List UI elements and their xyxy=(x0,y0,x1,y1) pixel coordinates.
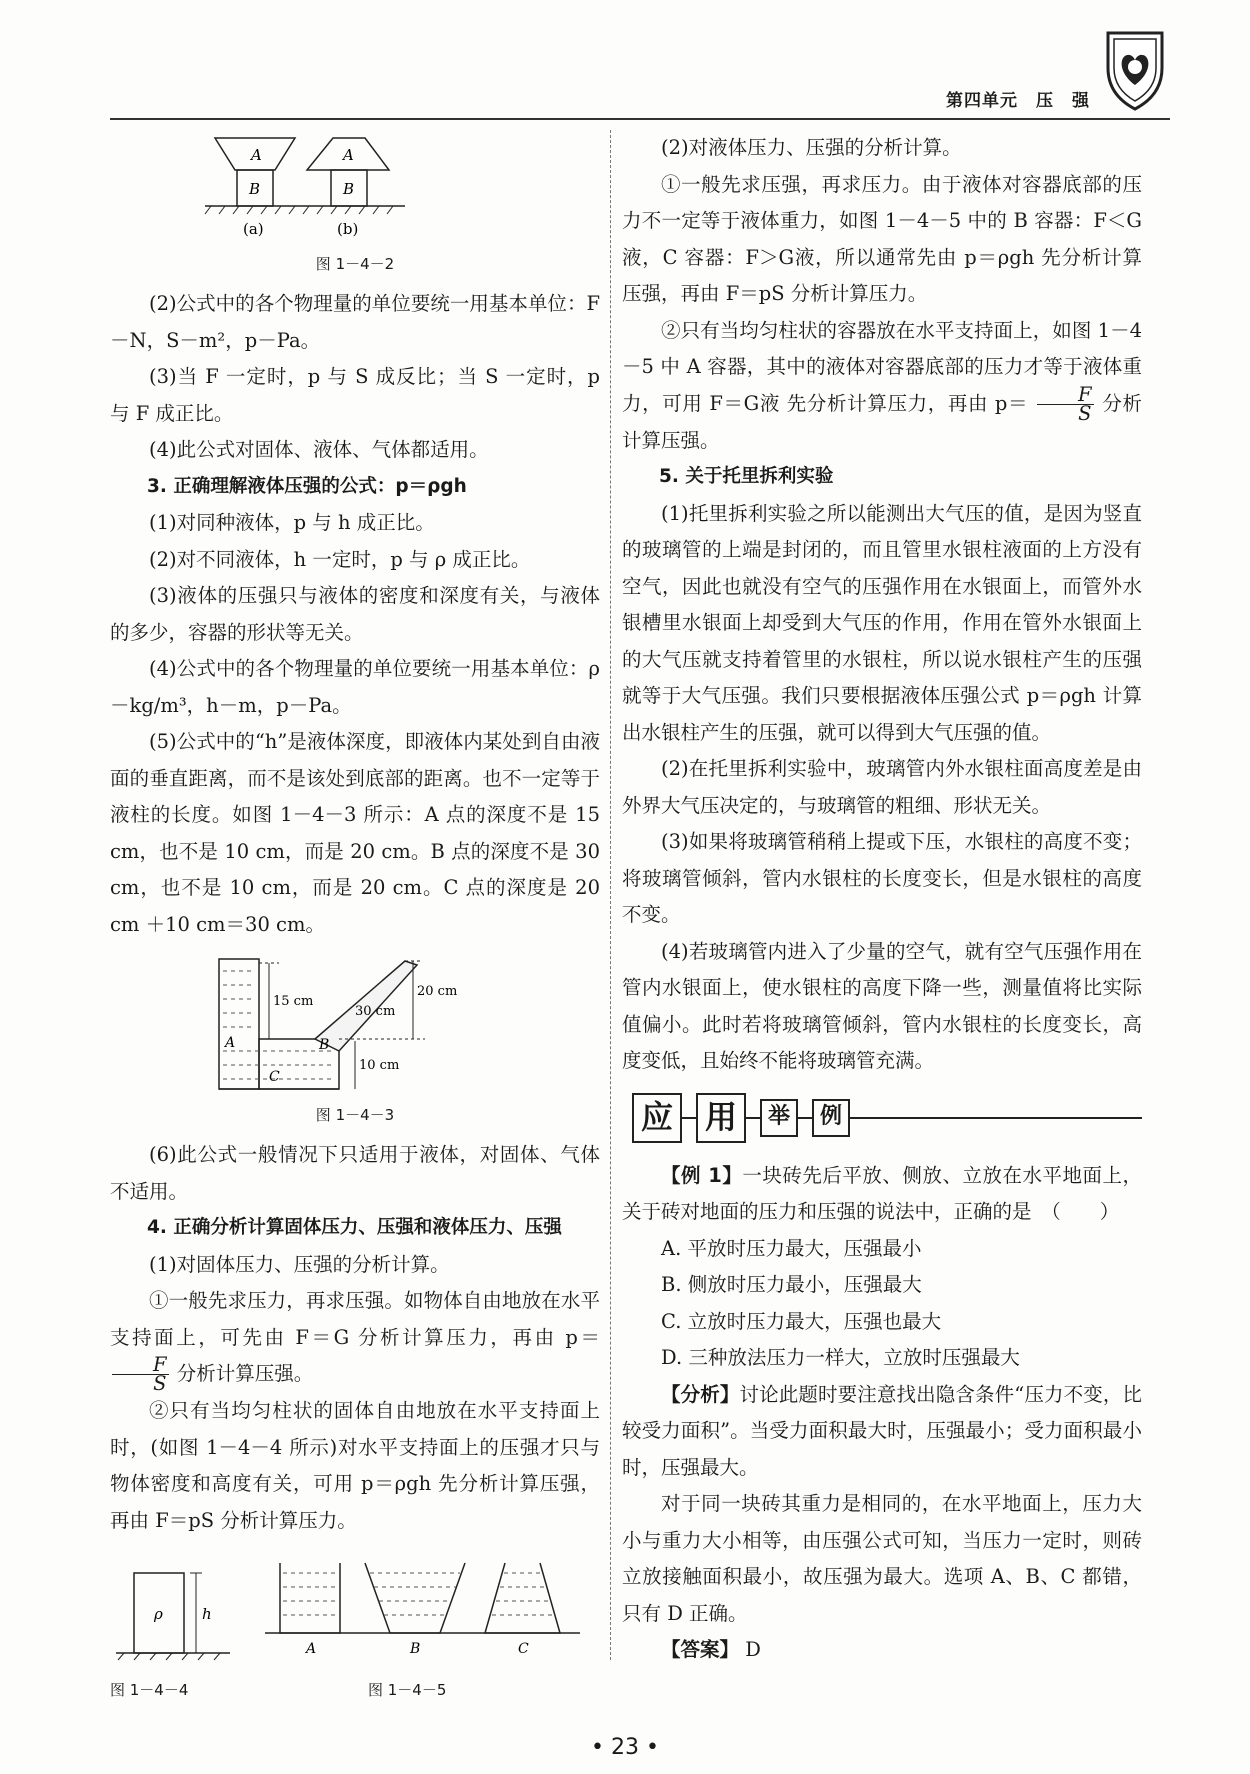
paragraph: (1)对固体压力、压强的分析计算。 xyxy=(149,1252,450,1276)
fig142-label-a: A xyxy=(251,146,262,164)
option-d: D. 三种放法压力一样大，立放时压强最大 xyxy=(661,1346,1020,1369)
answer-label: 【答案】 xyxy=(661,1638,740,1661)
section-heading: 3. 正确理解液体压强的公式：p＝ρgh xyxy=(147,475,467,497)
paragraph: (1)托里拆利实验之所以能测出大气压的值，是因为竖直的玻璃管的上端是封闭的，而且管里水银柱液面的上方没有空气，因此也就没有空气的压强作用在水银面上，而管外水银槽里水银面上却受到大气压的作用，作用在管外水银面上的大气压就支持着管里的水银柱，所以说水银柱产生的压强就等于大气压强。我们只要根据液体压强公式 p＝ρgh 计算出水银柱产生的压强，就可以得到大气压强的值。 xyxy=(622,501,1142,744)
paragraph xyxy=(110,1283,600,1393)
figure-1-4-5-wrap xyxy=(260,1553,590,1712)
section-banner xyxy=(632,1092,1142,1144)
page-header xyxy=(110,78,1170,120)
figure-1-4-4-wrap xyxy=(110,1563,260,1712)
option-b: B. 侧放时压力最小，压强最大 xyxy=(661,1273,922,1296)
fig142-label-b: B xyxy=(249,180,261,198)
paragraph: (2)公式中的各个物理量的单位要统一用基本单位：F－N，S－m²，p－Pa。 xyxy=(110,292,600,352)
example-question xyxy=(622,1158,1142,1231)
fig143-30cm: 30 cm xyxy=(355,1004,396,1019)
paragraph: (2)在托里拆利实验中，玻璃管内外水银柱面高度差是由外界大气压决定的，与玻璃管的粗细、形状无关。 xyxy=(622,757,1142,817)
paragraph: 对于同一块砖其重力是相同的，在水平地面上，压力大小与重力大小相等，由压强公式可知，当压力一定时，则砖立放接触面积最小，故压强为最大。选项 A、B、C 都错，只有 D 正确。 xyxy=(622,1492,1142,1625)
banner-char: 举 xyxy=(760,1099,798,1137)
figure-1-4-3 xyxy=(205,951,505,1101)
banner-char: 应 xyxy=(632,1093,682,1143)
fig142-sub-a: (a) xyxy=(243,220,264,238)
answer xyxy=(622,1632,1142,1669)
fig143-10cm: 10 cm xyxy=(359,1058,400,1073)
column-divider xyxy=(610,130,611,1660)
fig142-label-b2: B xyxy=(343,180,355,198)
paragraph: ②只有当均匀柱状的固体自由地放在水平支持面上时，(如图 1－4－4 所示)对水平支持面上的压强才只与物体密度和高度有关，可用 p＝ρgh 先分析计算压强，再由 F＝pS 分析计算压力。 xyxy=(110,1399,600,1532)
figure-caption: 图 1－4－3 xyxy=(315,1106,395,1124)
fig145-a: A xyxy=(306,1641,317,1657)
option-a: A. 平放时压力最大，压强最小 xyxy=(661,1236,922,1260)
paragraph xyxy=(622,313,1142,460)
fraction xyxy=(112,1353,169,1395)
section-heading: 5. 关于托里拆利实验 xyxy=(659,466,834,487)
fig143-20cm: 20 cm xyxy=(417,984,458,999)
paragraph: (2)对液体压力、压强的分析计算。 xyxy=(661,136,962,159)
answer-text: D xyxy=(745,1638,761,1661)
section-heading: 4. 正确分析计算固体压力、压强和液体压力、压强 xyxy=(147,1217,562,1238)
paragraph: (3)液体的压强只与液体的密度和深度有关，与液体的多少，容器的形状等无关。 xyxy=(110,584,600,644)
fig144-h: h xyxy=(202,1605,212,1623)
figure-caption: 图 1－4－5 xyxy=(368,1680,447,1699)
banner-link xyxy=(682,1117,696,1119)
right-column xyxy=(622,130,1142,1669)
analysis-label: 【分析】 xyxy=(661,1382,740,1406)
fraction-denominator: S xyxy=(1078,401,1092,425)
paragraph: (3)如果将玻璃管稍稍上提或下压，水银柱的高度不变；将玻璃管倾斜，管内水银柱的长度变长，但是水银柱的高度不变。 xyxy=(622,830,1142,926)
fig143-point-a: A xyxy=(225,1035,236,1051)
paragraph: (2)对不同液体，h 一定时，p 与 ρ 成正比。 xyxy=(149,547,531,571)
paragraph: ①一般先求压强，再求压力。由于液体对容器底部的压力不一定等于液体重力，如图 1－4－5 中的 B 容器：F＜G液，C 容器：F＞G液，所以通常先由 p＝ρgh 先分析计算压强，再由 F＝pS 分析计算压力。 xyxy=(622,172,1142,305)
figure-caption: 图 1－4－2 xyxy=(315,255,395,273)
paragraph: (4)若玻璃管内进入了少量的空气，就有空气压强作用在管内水银面上，使水银柱的高度下降一些，测量值将比实际值偏小。此时若将玻璃管倾斜，管内水银柱的长度变长，高度变低，且始终不能将玻璃管充满。 xyxy=(622,939,1142,1072)
fig142-label-a2: A xyxy=(343,146,354,164)
fig145-c: C xyxy=(518,1641,529,1657)
paragraph: (4)公式中的各个物理量的单位要统一用基本单位：ρ－kg/m³，h－m，p－Pa。 xyxy=(110,657,600,717)
fraction-numerator: F xyxy=(1037,386,1094,405)
figure-1-4-4 xyxy=(110,1563,260,1663)
paragraph: (5)公式中的“h”是液体深度，即液体内某处到自由液面的垂直距离，而不是该处到底部的距离。也不一定等于液柱的长度。如图 1－4－3 所示：A 点的深度不是 15 cm，也不是 10 cm，而是 20 cm。B 点的深度不是 30 cm，也不是 10 cm，而是 20 cm。C 点的深度是 20 cm ＋10 cm＝30 cm。 xyxy=(110,730,600,936)
analysis xyxy=(622,1377,1142,1487)
figure-1-4-2 xyxy=(185,130,525,250)
text-fragment: 分析计算压强。 xyxy=(622,391,1142,452)
fraction-denominator: S xyxy=(153,1372,167,1395)
option-c: C. 立放时压力最大，压强也最大 xyxy=(661,1309,942,1333)
text-fragment: ①一般先求压力，再求压强。如物体自由地放在水平支持面上，可先由 F＝G 分析计算压力，再由 p＝ xyxy=(110,1289,600,1349)
fig145-b: B xyxy=(410,1641,421,1657)
example-text: 一块砖先后平放、侧放、立放在水平地面上，关于砖对地面的压力和压强的说法中，正确的是 （ ） xyxy=(622,1163,1142,1223)
banner-tail xyxy=(850,1117,1142,1119)
fraction xyxy=(1037,382,1094,425)
fig143-point-c: C xyxy=(269,1069,280,1085)
text-fragment: 分析计算压强。 xyxy=(176,1362,314,1385)
paragraph: (4)此公式对固体、液体、气体都适用。 xyxy=(149,438,489,461)
fig144-rho: ρ xyxy=(154,1605,163,1623)
figure-caption: 图 1－4－4 xyxy=(110,1680,189,1699)
page-number: • 23 • xyxy=(591,1735,659,1760)
banner-char: 例 xyxy=(812,1099,850,1137)
fig143-15cm: 15 cm xyxy=(273,994,314,1009)
paragraph: (1)对同种液体，p 与 h 成正比。 xyxy=(149,511,435,534)
paragraph: (3)当 F 一定时，p 与 S 成反比；当 S 一定时，p 与 F 成正比。 xyxy=(110,365,600,425)
text-fragment: ②只有当均匀柱状的容器放在水平支持面上，如图 1－4－5 中 A 容器，其中的液体对容器底部的压力才等于液体重力，可用 F＝G液 先分析计算压力，再由 p＝ xyxy=(622,318,1142,415)
banner-link xyxy=(746,1117,760,1119)
banner-link xyxy=(798,1117,812,1119)
unit-title: 第四单元 压 强 xyxy=(946,91,1090,111)
analysis-text: 讨论此题时要注意找出隐含条件“压力不变，比较受力面积”。当受力面积最大时，压强最小；受力面积最小时，压强最大。 xyxy=(622,1382,1142,1479)
paragraph: (6)此公式一般情况下只适用于液体，对固体、气体不适用。 xyxy=(110,1143,600,1203)
banner-char: 用 xyxy=(696,1093,746,1143)
left-column xyxy=(110,130,600,1712)
example-label: 【例 1】 xyxy=(661,1163,743,1187)
fraction-numerator: F xyxy=(112,1356,169,1375)
fig142-sub-b: (b) xyxy=(337,220,359,238)
shield-heart-icon xyxy=(1100,23,1170,113)
figure-row xyxy=(110,1553,600,1712)
figure-1-4-5 xyxy=(260,1553,590,1663)
fig143-point-b: B xyxy=(319,1037,330,1053)
